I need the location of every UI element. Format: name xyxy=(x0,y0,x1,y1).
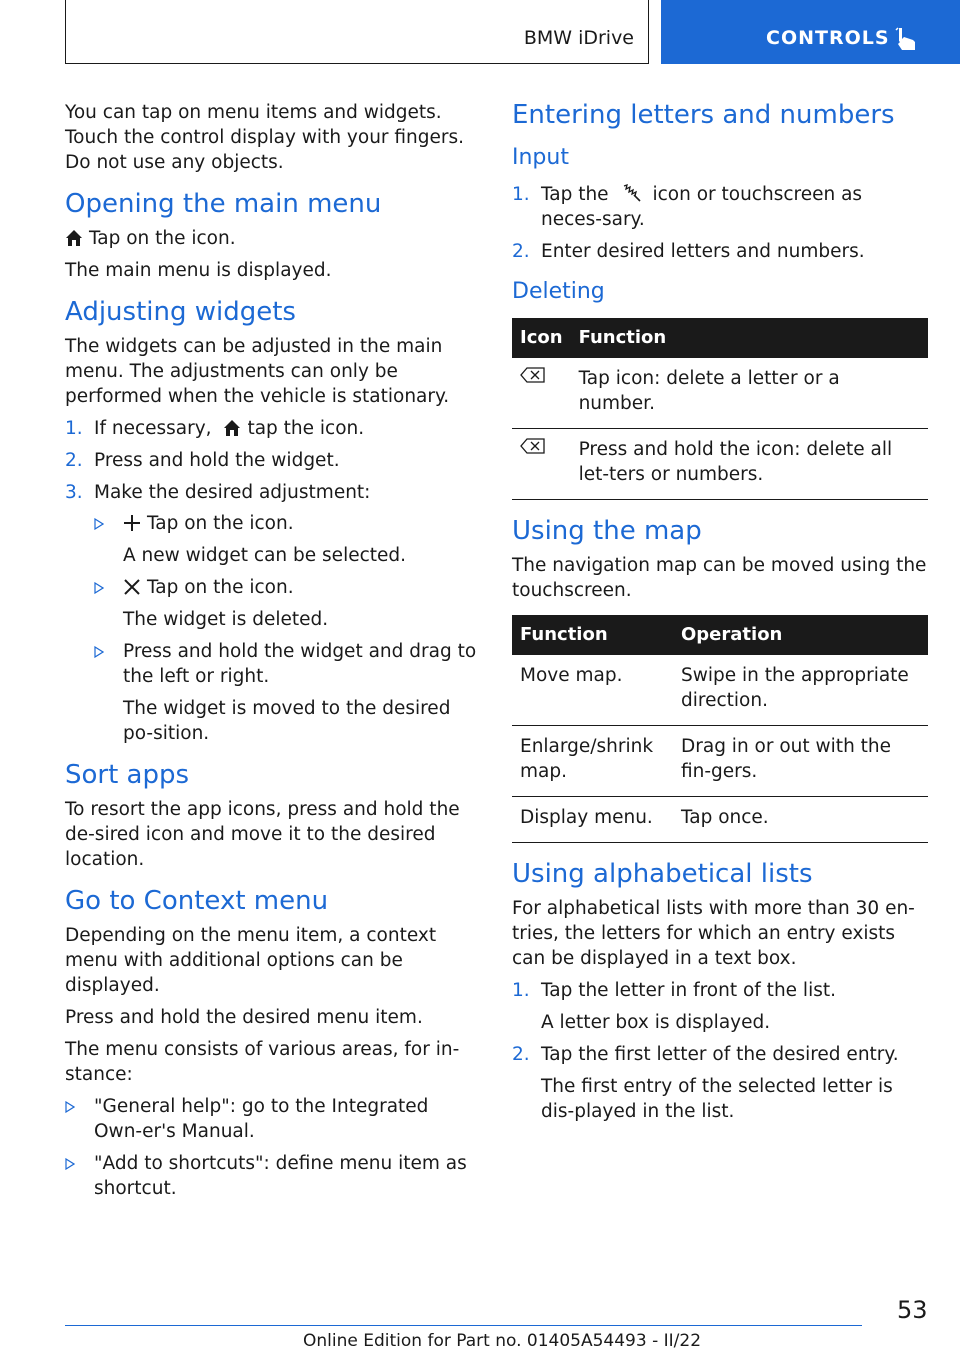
input-step xyxy=(512,182,927,232)
map-table xyxy=(512,615,928,843)
table-cell xyxy=(512,429,571,500)
step-text: Make the desired adjustment: xyxy=(94,482,371,503)
context-menu-list xyxy=(65,1094,480,1201)
input-step xyxy=(512,239,927,264)
step-pre: Tap the xyxy=(541,184,609,205)
step-number: 3. xyxy=(65,482,83,503)
widgets-step xyxy=(65,480,480,746)
main-menu-heading: Opening the main menu xyxy=(65,189,382,219)
home-icon xyxy=(223,419,241,437)
adjustment-list xyxy=(94,511,480,746)
table-cell: Display menu. xyxy=(512,797,673,843)
home-icon xyxy=(65,229,83,247)
adjustment-text: Tap on the icon. xyxy=(147,577,294,598)
adjustment-text: Tap on the icon. xyxy=(147,513,294,534)
step-post: icon or touchscreen as neces-sary. xyxy=(541,184,863,230)
table-header-row xyxy=(512,318,928,358)
triangle-bullet-icon xyxy=(94,511,104,530)
chapter-title: CONTROLS xyxy=(766,27,890,49)
context-menu-body: The menu consists of various areas, for in-stance: xyxy=(65,1039,460,1085)
main-menu-result: The main menu is displayed. xyxy=(65,260,332,281)
step-text: Press and hold the widget. xyxy=(94,450,340,471)
entering-heading: Entering letters and numbers xyxy=(512,100,895,130)
step-result: The first entry of the selected letter is dis-played in the list. xyxy=(541,1076,893,1122)
widgets-heading: Adjusting widgets xyxy=(65,297,296,327)
adjustment-result: The widget is deleted. xyxy=(123,609,329,630)
alpha-heading: Using alphabetical lists xyxy=(512,859,813,889)
table-cell xyxy=(512,358,571,429)
plus-icon xyxy=(123,514,141,532)
triangle-bullet-icon xyxy=(94,575,104,594)
chapter-tab xyxy=(661,0,960,64)
context-menu-body: Depending on the menu item, a context menu with additional options can be displayed. xyxy=(65,925,437,996)
widgets-step xyxy=(65,448,480,473)
triangle-bullet-icon xyxy=(65,1151,75,1170)
widgets-steps xyxy=(65,416,480,746)
table-cell: Swipe in the appropriate direction. xyxy=(673,655,928,726)
handwriting-icon xyxy=(622,183,642,203)
table-cell: Enlarge/shrink map. xyxy=(512,726,673,797)
context-menu-item-text: "General help": go to the Integrated Own-er's Manual. xyxy=(94,1096,429,1142)
table-row xyxy=(512,655,928,726)
table-cell: Tap once. xyxy=(673,797,928,843)
table-header: Icon xyxy=(512,318,571,358)
alpha-body: For alphabetical lists with more than 30 en-tries, the letters for which an entry exists can be displayed in a text box. xyxy=(512,898,915,969)
alpha-steps xyxy=(512,978,927,1124)
context-menu-heading: Go to Context menu xyxy=(65,886,329,916)
right-column xyxy=(512,100,927,1131)
step-result: A letter box is displayed. xyxy=(541,1012,771,1033)
adjustment-result: The widget is moved to the desired po-sition. xyxy=(123,698,451,744)
map-heading: Using the map xyxy=(512,516,702,546)
step-text: Enter desired letters and numbers. xyxy=(541,241,865,262)
step-number: 1. xyxy=(65,418,83,439)
step-number: 2. xyxy=(65,450,83,471)
table-row xyxy=(512,429,928,500)
adjustment-item xyxy=(94,575,480,632)
widgets-body: The widgets can be adjusted in the main menu. The adjustments can only be performed when the vehicle is stationary. xyxy=(65,336,450,407)
table-header: Operation xyxy=(673,615,928,655)
step-pre: If necessary, xyxy=(94,418,212,439)
close-icon xyxy=(123,578,141,596)
table-cell: Tap icon: delete a letter or a number. xyxy=(571,358,928,429)
footer-edition: Online Edition for Part no. 01405A54493 - II/22 xyxy=(303,1331,702,1351)
header-title: BMW iDrive xyxy=(523,27,634,49)
adjustment-item xyxy=(94,639,480,746)
intro-text: You can tap on menu items and widgets. Touch the control display with your fingers. Do not use any objects. xyxy=(65,102,465,173)
table-header-row xyxy=(512,615,928,655)
step-text: Tap the first letter of the desired entry. xyxy=(541,1044,899,1065)
widgets-step xyxy=(65,416,480,441)
page-number: 53 xyxy=(897,1296,928,1324)
step-number: 1. xyxy=(512,184,530,205)
map-body: The navigation map can be moved using the touchscreen. xyxy=(512,555,927,601)
context-menu-item-text: "Add to shortcuts": define menu item as shortcut. xyxy=(94,1153,467,1199)
table-row xyxy=(512,358,928,429)
alpha-step xyxy=(512,978,927,1035)
table-header: Function xyxy=(512,615,673,655)
adjustment-item xyxy=(94,511,480,568)
step-text: Tap the letter in front of the list. xyxy=(541,980,836,1001)
hand-pointer-icon xyxy=(895,26,919,54)
adjustment-result: A new widget can be selected. xyxy=(123,545,407,566)
footer-divider xyxy=(65,1325,862,1326)
context-menu-item xyxy=(65,1094,480,1144)
sort-apps-body: To resort the app icons, press and hold the de-sired icon and move it to the desired location. xyxy=(65,799,460,870)
backspace-icon xyxy=(520,366,546,384)
table-cell: Move map. xyxy=(512,655,673,726)
main-menu-step xyxy=(65,226,480,251)
step-number: 2. xyxy=(512,241,530,262)
table-header: Function xyxy=(571,318,928,358)
backspace-icon xyxy=(520,437,546,455)
main-menu-tap-text: Tap on the icon. xyxy=(89,228,236,249)
context-menu-body: Press and hold the desired menu item. xyxy=(65,1007,423,1028)
table-cell: Drag in or out with the fin-gers. xyxy=(673,726,928,797)
alpha-step xyxy=(512,1042,927,1124)
context-menu-item xyxy=(65,1151,480,1201)
table-cell: Press and hold the icon: delete all let-ters or numbers. xyxy=(571,429,928,500)
sort-apps-heading: Sort apps xyxy=(65,760,190,790)
input-steps xyxy=(512,182,927,264)
triangle-bullet-icon xyxy=(94,639,104,658)
adjustment-text: Press and hold the widget and drag to the left or right. xyxy=(123,641,477,687)
step-post: tap the icon. xyxy=(247,418,365,439)
table-row xyxy=(512,726,928,797)
deleting-table xyxy=(512,318,928,500)
step-number: 1. xyxy=(512,980,530,1001)
header-section-box xyxy=(65,0,649,64)
triangle-bullet-icon xyxy=(65,1094,75,1113)
table-row xyxy=(512,797,928,843)
step-number: 2. xyxy=(512,1044,530,1065)
left-column xyxy=(65,100,480,1208)
input-heading: Input xyxy=(512,145,569,170)
deleting-heading: Deleting xyxy=(512,279,605,304)
